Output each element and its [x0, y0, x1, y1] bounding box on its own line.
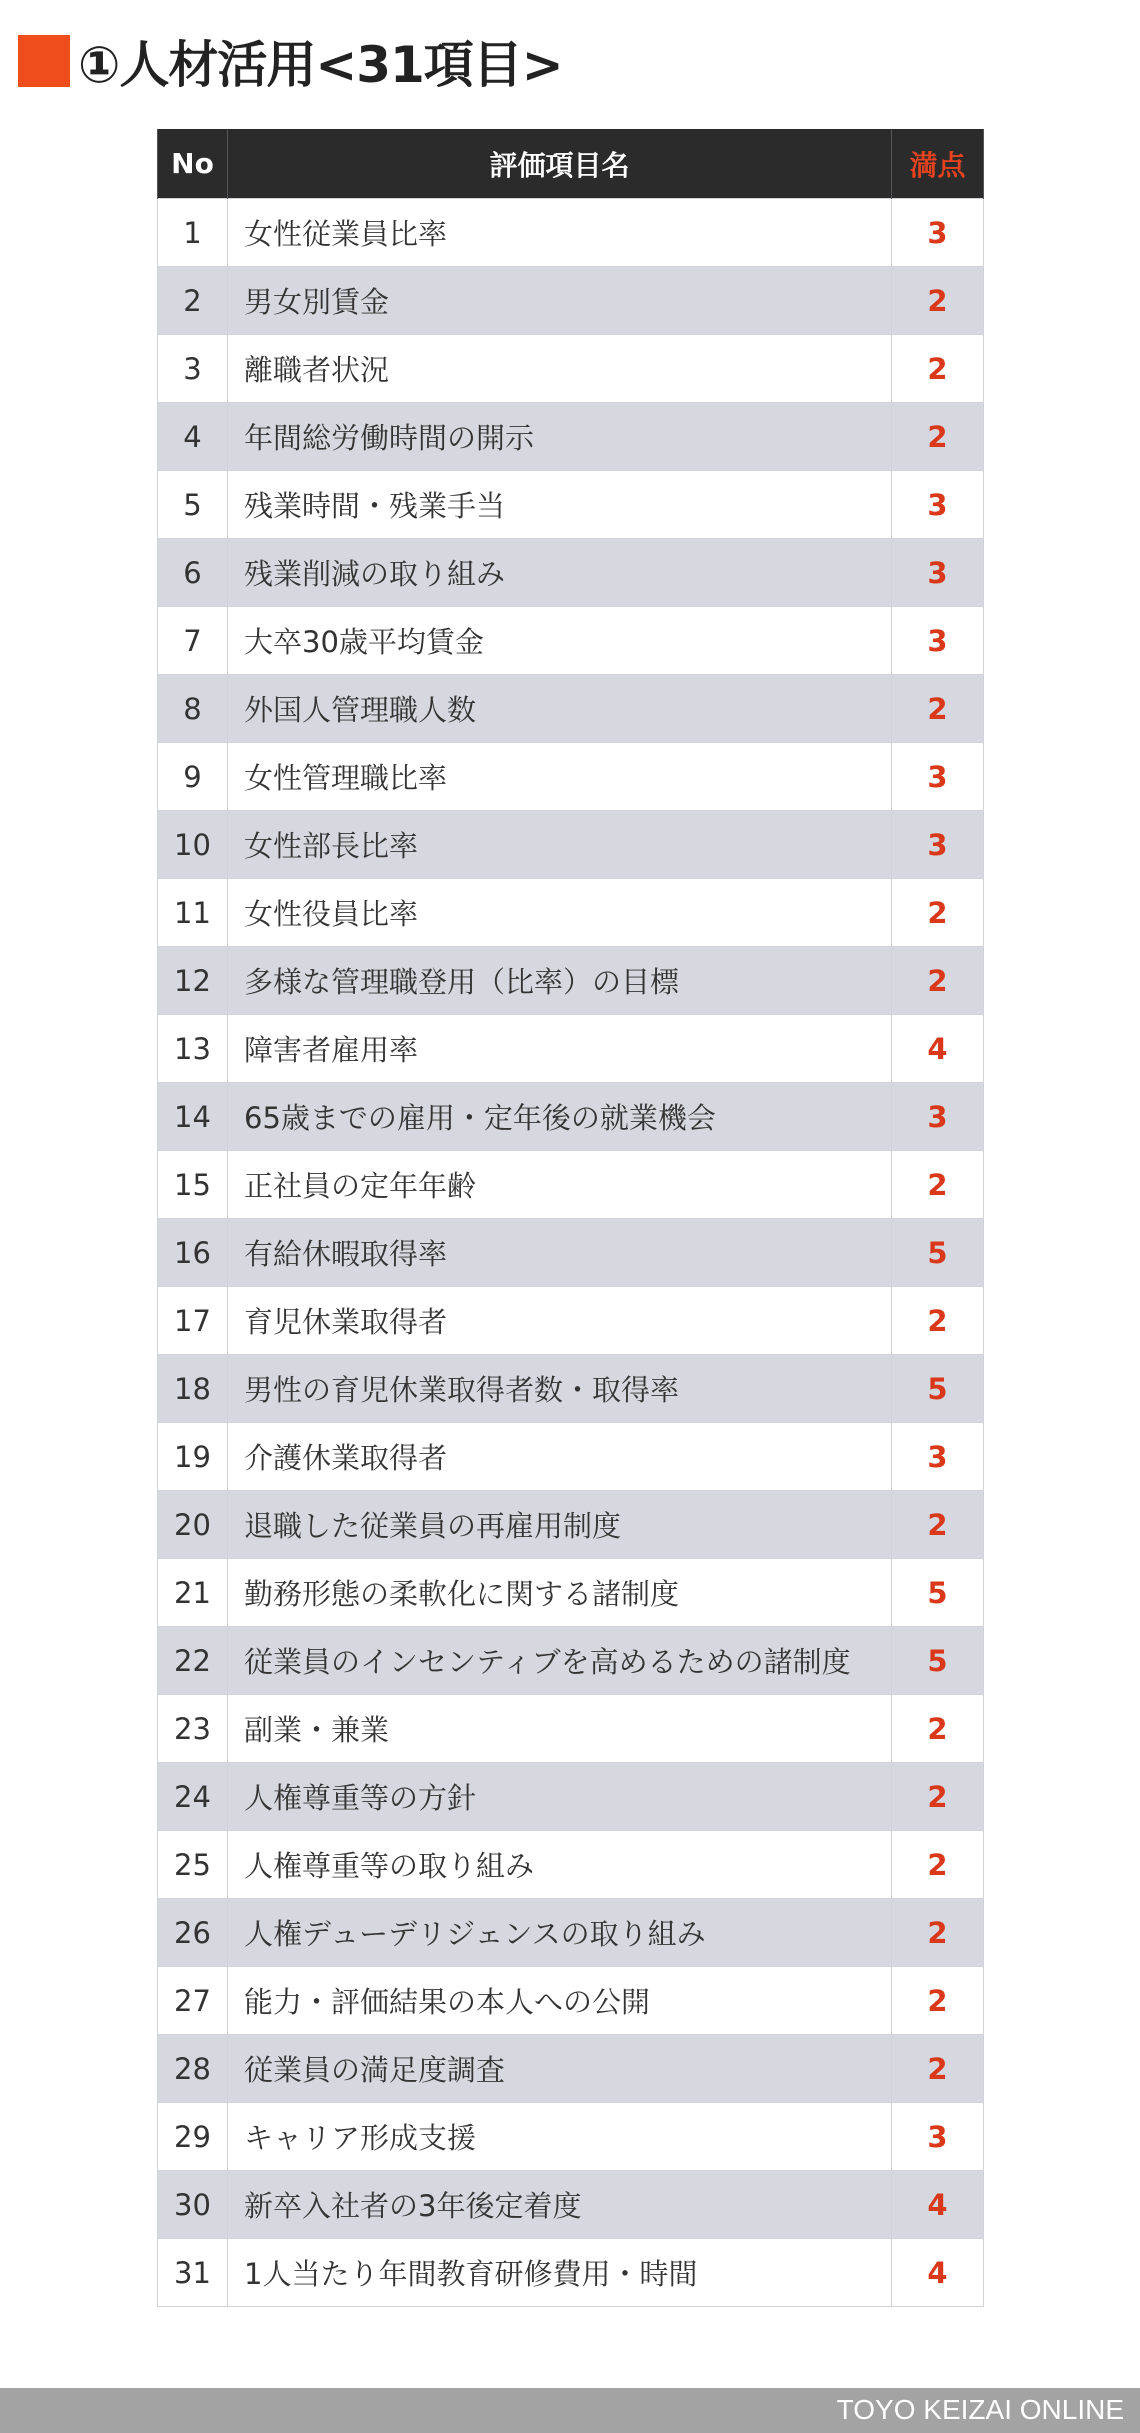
table-row	[158, 199, 984, 267]
page-title-block	[18, 26, 563, 96]
table-row	[158, 879, 984, 947]
table-row	[158, 471, 984, 539]
table-row	[158, 267, 984, 335]
item-name: 女性部長比率	[228, 811, 892, 879]
max-score: 2	[892, 335, 984, 403]
max-score: 5	[892, 1355, 984, 1423]
max-score: 5	[892, 1559, 984, 1627]
max-score: 5	[892, 1627, 984, 1695]
max-score: 2	[892, 2035, 984, 2103]
item-name: 年間総労働時間の開示	[228, 403, 892, 471]
table-row	[158, 1015, 984, 1083]
row-number: 17	[158, 1287, 228, 1355]
item-name: 女性管理職比率	[228, 743, 892, 811]
row-number: 8	[158, 675, 228, 743]
item-name: 男性の育児休業取得者数・取得率	[228, 1355, 892, 1423]
table-row	[158, 1423, 984, 1491]
row-number: 12	[158, 947, 228, 1015]
row-number: 27	[158, 1967, 228, 2035]
max-score: 3	[892, 607, 984, 675]
max-score: 4	[892, 1015, 984, 1083]
header-no: No	[158, 129, 228, 199]
max-score: 3	[892, 1423, 984, 1491]
row-number: 31	[158, 2239, 228, 2307]
header-item-name: 評価項目名	[228, 129, 892, 199]
item-name: 従業員の満足度調査	[228, 2035, 892, 2103]
table-row	[158, 2103, 984, 2171]
table-row	[158, 1491, 984, 1559]
item-name: 有給休暇取得率	[228, 1219, 892, 1287]
item-name: 外国人管理職人数	[228, 675, 892, 743]
table-row	[158, 403, 984, 471]
row-number: 6	[158, 539, 228, 607]
row-number: 28	[158, 2035, 228, 2103]
header-max-score: 満点	[892, 129, 984, 199]
row-number: 16	[158, 1219, 228, 1287]
row-number: 9	[158, 743, 228, 811]
item-name: 障害者雇用率	[228, 1015, 892, 1083]
max-score: 2	[892, 879, 984, 947]
table-row	[158, 675, 984, 743]
row-number: 7	[158, 607, 228, 675]
item-name: 65歳までの雇用・定年後の就業機会	[228, 1083, 892, 1151]
item-name: 新卒入社者の3年後定着度	[228, 2171, 892, 2239]
row-number: 25	[158, 1831, 228, 1899]
row-number: 24	[158, 1763, 228, 1831]
row-number: 2	[158, 267, 228, 335]
row-number: 5	[158, 471, 228, 539]
row-number: 22	[158, 1627, 228, 1695]
item-name: 女性従業員比率	[228, 199, 892, 267]
item-name: 退職した従業員の再雇用制度	[228, 1491, 892, 1559]
row-number: 19	[158, 1423, 228, 1491]
max-score: 2	[892, 1831, 984, 1899]
max-score: 3	[892, 1083, 984, 1151]
table-row	[158, 539, 984, 607]
table-row	[158, 335, 984, 403]
row-number: 13	[158, 1015, 228, 1083]
row-number: 18	[158, 1355, 228, 1423]
table-row	[158, 1083, 984, 1151]
max-score: 4	[892, 2171, 984, 2239]
max-score: 5	[892, 1219, 984, 1287]
max-score: 2	[892, 947, 984, 1015]
table-row	[158, 1763, 984, 1831]
max-score: 3	[892, 2103, 984, 2171]
max-score: 3	[892, 199, 984, 267]
item-name: 人権尊重等の方針	[228, 1763, 892, 1831]
row-number: 20	[158, 1491, 228, 1559]
item-name: 離職者状況	[228, 335, 892, 403]
max-score: 3	[892, 743, 984, 811]
table-row	[158, 811, 984, 879]
table-row	[158, 1831, 984, 1899]
footer-credit: TOYO KEIZAI ONLINE	[836, 2394, 1124, 2425]
title-marker-square	[18, 35, 70, 87]
max-score: 2	[892, 1695, 984, 1763]
row-number: 15	[158, 1151, 228, 1219]
table-row	[158, 2035, 984, 2103]
table-body	[158, 199, 984, 2307]
table-row	[158, 607, 984, 675]
max-score: 2	[892, 1287, 984, 1355]
table-row	[158, 1967, 984, 2035]
item-name: 残業削減の取り組み	[228, 539, 892, 607]
table-row	[158, 1899, 984, 1967]
row-number: 11	[158, 879, 228, 947]
max-score: 2	[892, 675, 984, 743]
table-row	[158, 1151, 984, 1219]
row-number: 26	[158, 1899, 228, 1967]
item-name: 多様な管理職登用（比率）の目標	[228, 947, 892, 1015]
max-score: 2	[892, 1151, 984, 1219]
row-number: 3	[158, 335, 228, 403]
table-row	[158, 1287, 984, 1355]
item-name: 1人当たり年間教育研修費用・時間	[228, 2239, 892, 2307]
item-name: 介護休業取得者	[228, 1423, 892, 1491]
item-name: 勤務形態の柔軟化に関する諸制度	[228, 1559, 892, 1627]
row-number: 1	[158, 199, 228, 267]
max-score: 2	[892, 1491, 984, 1559]
item-name: 女性役員比率	[228, 879, 892, 947]
item-name: キャリア形成支援	[228, 2103, 892, 2171]
item-name: 育児休業取得者	[228, 1287, 892, 1355]
item-name: 大卒30歳平均賃金	[228, 607, 892, 675]
row-number: 23	[158, 1695, 228, 1763]
item-name: 正社員の定年年齢	[228, 1151, 892, 1219]
max-score: 3	[892, 811, 984, 879]
evaluation-items-table	[157, 129, 984, 2307]
max-score: 2	[892, 267, 984, 335]
max-score: 2	[892, 403, 984, 471]
item-name: 男女別賃金	[228, 267, 892, 335]
table-row	[158, 1355, 984, 1423]
row-number: 4	[158, 403, 228, 471]
max-score: 2	[892, 1899, 984, 1967]
max-score: 4	[892, 2239, 984, 2307]
max-score: 2	[892, 1763, 984, 1831]
table-row	[158, 743, 984, 811]
table-header-row	[158, 129, 984, 199]
table-row	[158, 2239, 984, 2307]
table-row	[158, 2171, 984, 2239]
max-score: 2	[892, 1967, 984, 2035]
row-number: 14	[158, 1083, 228, 1151]
table-row	[158, 1219, 984, 1287]
table-row	[158, 1627, 984, 1695]
table-row	[158, 947, 984, 1015]
table-row	[158, 1695, 984, 1763]
row-number: 29	[158, 2103, 228, 2171]
row-number: 21	[158, 1559, 228, 1627]
item-name: 副業・兼業	[228, 1695, 892, 1763]
item-name: 能力・評価結果の本人への公開	[228, 1967, 892, 2035]
max-score: 3	[892, 471, 984, 539]
row-number: 30	[158, 2171, 228, 2239]
table-row	[158, 1559, 984, 1627]
page-title: ①人材活用<31項目>	[78, 36, 563, 94]
item-name: 人権尊重等の取り組み	[228, 1831, 892, 1899]
footer-bar	[0, 2388, 1140, 2433]
item-name: 人権デューデリジェンスの取り組み	[228, 1899, 892, 1967]
row-number: 10	[158, 811, 228, 879]
max-score: 3	[892, 539, 984, 607]
item-name: 残業時間・残業手当	[228, 471, 892, 539]
item-name: 従業員のインセンティブを高めるための諸制度	[228, 1627, 892, 1695]
